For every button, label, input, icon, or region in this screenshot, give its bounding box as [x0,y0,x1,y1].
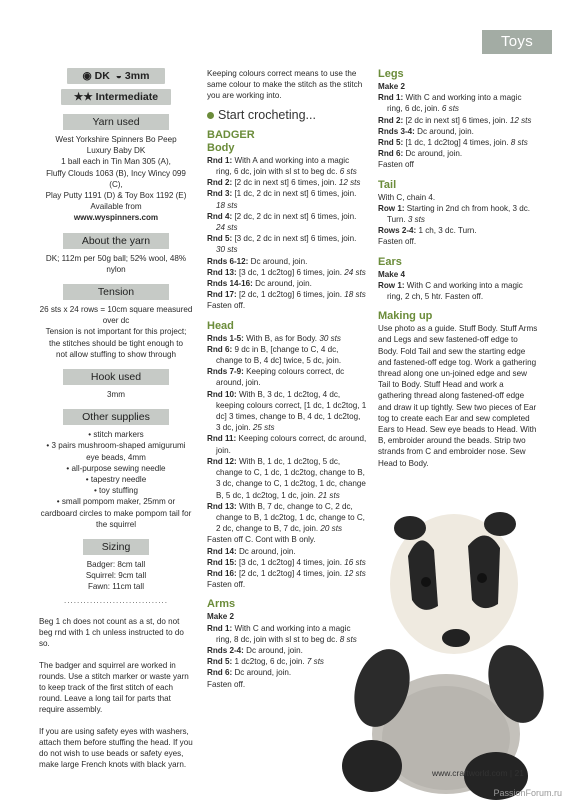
yarn-line: Fluffy Clouds 1063 (B), Incy Wincy 099 (C), [46,168,186,189]
stitch-count: 18 sts [216,200,238,210]
note-paragraph: If you are using safety eyes with washers, attach them before stuffing the head. If you do not wish to use beads or safety eyes, make large French knots with black yarn. [39,726,193,770]
row-label: Rnd 6: [378,149,406,159]
supply-item: • tapestry needle [39,474,193,485]
making-up-text: Use photo as a guide. Stuff Body. Stuff Arms and Legs and sew fastened-off edge to Body. Fold Tail and sew the starting edge and fastened-off edge tog. Work a gathering thread along one un-joined edge and sew Tail to Body. Stuff Head and work a gathering thread along fastened-off edge and draw it up tightly. Sew two pieces of Ear tog to create each Ear and sew completed Ears to Head. Sew eye beads to Head. With B, embroider around the beads. Strip two strands from C and embroider nose. Sew Head to Body. [378,324,538,468]
stitch-count: 16 sts [344,557,366,567]
tension-line: over dc [102,316,130,326]
yarn-used-list [39,134,193,224]
legs-rows [378,92,538,159]
stitch-count: 12 sts [338,178,361,188]
row-label: Rnd 4: [207,211,235,221]
pattern-row: Rnd 5: [3 dc, 2 dc in next st] 6 times, join. 30 sts [207,234,357,255]
tension-heading: Tension [63,284,169,300]
row-label: Rnd 1: [207,623,235,633]
stitch-count: 6 sts [339,167,357,177]
size-item: Squirrel: 9cm tall [85,571,147,581]
pattern-row: Rnd 14: Dc around, join. [207,546,296,556]
row-label: Rnd 6: [207,344,235,354]
stitch-count: 12 sts [344,568,366,578]
ears-rows [378,280,538,302]
stitch-count: 7 sts [306,657,324,667]
pattern-row: Rnd 6: Dc around, join. [207,668,292,678]
skill-level: Intermediate [95,91,159,103]
stitch-count: 30 sts [216,245,238,255]
watermark: PassionForum.ru [493,788,562,798]
pattern-row: Rnd 5: [1 dc, 1 dc2tog] 4 times, join. 8 sts [378,138,528,148]
supply-item: • small pompom maker, 25mm or cardboard circles to make pompom tail for the squirrel [39,496,193,530]
hook-size: 3mm [124,70,150,82]
start-crocheting-heading [207,107,367,122]
pattern-column-3 [378,68,538,469]
note-paragraph: Beg 1 ch does not count as a st, do not beg rnd with 1 ch unless instructed to do so. [39,616,184,649]
pattern-row: Row 1: Starting in 2nd ch from hook, 3 dc. Turn. 3 sts [378,203,531,225]
pattern-row: Rnd 11: Keeping colours correct, dc around, join. [207,434,367,455]
pattern-row: Rnd 1: With C and working into a magic ring, 8 dc, join with sl st to beg dc. 8 sts [207,623,357,644]
stitch-count: 24 sts [344,267,366,277]
pattern-row: Rnd 3: [1 dc, 2 dc in next st] 6 times, join. 18 sts [207,189,357,210]
row-label: Rnd 15: [207,557,239,567]
pattern-row: Rnds 14-16: Dc around, join. [207,279,312,289]
yarn-ball-icon: ◉ [82,70,92,82]
pattern-row: Rnd 1: With C and working into a magic ring, 6 dc, join. 6 sts [378,93,522,114]
pattern-row: Rnds 1-5: With B, as for Body. 30 sts [207,333,341,343]
body-rows [207,155,367,301]
pattern-row: Rnd 1: With A and working into a magic ring, 6 dc, join with sl st to beg dc. 6 sts [207,155,357,177]
row-label: Rnd 13: [207,267,239,277]
pattern-row: Rows 2-4: 1 ch, 3 dc. Turn. [378,226,477,236]
row-label: Rnd 2: [378,115,406,125]
divider-dots: ................................ [64,595,168,605]
body-heading: Body [207,141,235,154]
pattern-row: Rnd 17: [2 dc, 1 dc2tog] 6 times, join. 18 sts [207,290,366,300]
arms-end: Fasten off. [207,679,246,689]
arms-make: Make 2 [207,612,234,622]
row-label: Rnds 14-16: [207,279,256,289]
row-label: Rnd 6: [207,668,235,678]
legs-heading: Legs [378,68,404,80]
row-label: Rnd 5: [207,657,235,667]
yarn-used-heading: Yarn used [63,114,169,130]
row-label: Rnds 3-4: [378,126,418,136]
tension-text [39,304,193,360]
note-paragraph: The badger and squirrel are worked in rounds. Use a stitch marker or waste yarn to keep track of the first stitch of each round. Leave a long tail for parts that require assembly. [39,660,189,715]
pattern-row: Rnd 5: 1 dc2tog, 6 dc, join. 7 sts [207,657,324,667]
stitch-count: 21 sts [318,490,340,500]
pattern-row: Rnds 3-4: Dc around, join. [378,126,474,136]
skill-level-badge [61,89,171,105]
row-label: Rnd 10: [207,389,239,399]
stitch-count: 25 sts [252,423,275,433]
row-label: Rnds 2-4: [207,645,247,655]
tail-intro: With C, chain 4. [378,192,436,202]
hook-icon: ◒ [115,70,122,82]
tension-line: not allow stuffing to show through [56,349,176,359]
stitch-count: 6 sts [441,104,459,114]
size-item: Fawn: 11cm tall [87,582,145,592]
hook-used-text: 3mm [107,390,125,400]
making-up-heading: Making up [378,310,433,323]
stitch-count: 8 sts [510,138,528,148]
size-item: Badger: 8cm tall [86,560,146,570]
pattern-row: Rnd 10: With B, 3 dc, 1 dc2tog, 4 dc, keeping colours correct, [1 dc, 1 dc2tog, 1 dc] 3 times, change to B, 4 dc, 1 dc2tog, 3 dc, join. 25 sts [207,389,367,433]
head-note: Fasten off C. Cont with B only. [207,535,316,545]
info-column [39,68,193,770]
pattern-row: Rnd 6: Dc around, join. [378,149,463,159]
row-label: Rnd 5: [378,138,406,148]
row-label: Row 1: [378,203,407,213]
other-supplies-heading: Other supplies [63,409,169,425]
pattern-row: Rnds 7-9: Keeping colours correct, dc around, join. [207,367,345,388]
yarn-line: 1 ball each in Tin Man 305 (A), [61,157,171,167]
tail-end: Fasten off. [378,237,417,247]
stitch-count: 20 sts [320,524,342,534]
ears-heading: Ears [378,255,402,268]
row-label: Rows 2-4: [378,226,419,236]
tension-line: the stitches should be tight enough to [48,338,184,348]
stitch-count: 30 sts [319,333,341,343]
supply-item: • toy stuffing [39,485,193,496]
yarn-line: Luxury Baby DK [86,146,146,156]
stitch-count: 18 sts [344,290,366,300]
yarn-website-link[interactable]: www.wyspinners.com [73,213,159,223]
arms-heading: Arms [207,598,236,611]
stitch-count: 8 sts [339,634,357,644]
supply-item: • stitch markers [39,429,193,440]
row-label: Rnd 11: [207,434,239,444]
pattern-row: Rnd 12: With B, 1 dc, 1 dc2tog, 5 dc, change to C, 1 dc, 1 dc2tog, change to B, 3 dc, change to C, 1 dc2tog, 1 dc, change B, 5 dc, 1 dc2tog, 1 dc, join. 21 sts [207,456,366,500]
ears-make: Make 4 [378,269,405,279]
pattern-row: Rnd 2: [2 dc in next st] 6 times, join. 12 sts [378,115,532,125]
star-icons: ★★ [73,91,93,103]
yarn-line: West Yorkshire Spinners Bo Peep [55,135,177,144]
row-label: Row 1: [378,280,407,290]
row-label: Rnd 1: [207,155,235,165]
page-footer: www.craftworld.com | 21 [432,768,524,778]
row-label: Rnd 12: [207,456,239,466]
pattern-row: Rnds 2-4: Dc around, join. [207,645,303,655]
tension-line: Tension is not important for this project; [45,327,187,337]
row-label: Rnd 14: [207,546,239,556]
pattern-row: Rnds 6-12: Dc around, join. [207,256,308,266]
section-tab: Toys [482,30,552,54]
intro-text: Keeping colours correct means to use the same colour to make the stitch as the stitch you are working into. [207,69,363,101]
badger-heading: BADGER [207,128,255,141]
yarn-weight: DK [94,70,110,82]
about-yarn-heading: About the yarn [63,233,169,249]
row-label: Rnd 2: [207,178,235,188]
row-label: Rnd 13: [207,501,239,511]
legs-make: Make 2 [378,82,405,91]
pattern-row: Rnd 2: [2 dc in next st] 6 times, join. 12 sts [207,178,361,188]
legs-end: Fasten off [378,160,414,170]
pattern-row: Row 1: With C and working into a magic ring, 2 ch, 5 htr. Fasten off. [378,280,523,302]
pattern-row: Rnd 4: [2 dc, 2 dc in next st] 6 times, join. 24 sts [207,211,357,233]
row-label: Rnd 1: [378,93,406,103]
row-label: Rnds 6-12: [207,256,251,266]
row-label: Rnd 3: [207,189,235,199]
row-label: Rnd 16: [207,568,239,578]
stitch-count: 3 sts [407,215,425,225]
pattern-row: Rnd 13: With B, 7 dc, change to C, 2 dc, change to B, 1 dc2tog, 1 dc, change to C, 2 dc, change to B, 7 dc, join. 20 sts [207,501,365,534]
supplies-list [39,429,193,530]
sizing-heading: Sizing [83,539,149,555]
supply-item: • 3 pairs mushroom-shaped amigurumi eye beads, 4mm [39,440,193,462]
yarn-line: Available from [90,202,142,212]
head-end: Fasten off. [207,580,246,590]
body-end: Fasten off. [207,301,246,311]
about-yarn-text: DK; 112m per 50g ball; 52% wool, 48% nylon [45,253,187,274]
pattern-row: Rnd 16: [2 dc, 1 dc2tog] 4 times, join. 12 sts [207,568,366,578]
hook-used-heading: Hook used [63,369,169,385]
stitch-count: 24 sts [216,223,238,233]
pattern-row: Rnd 6: 9 dc in B, [change to C, 4 dc, change to B, 4 dc] twice, 5 dc, join. [207,344,342,366]
badger-toy-photo [330,488,566,800]
row-label: Rnds 7-9: [207,367,247,377]
pattern-row: Rnd 15: [3 dc, 1 dc2tog] 4 times, join. 16 sts [207,557,366,567]
yarn-weight-hook-badge [67,68,165,84]
supply-item: • all-purpose sewing needle [39,463,193,474]
sizing-list [39,559,193,593]
tail-heading: Tail [378,178,397,191]
tension-line: 26 sts x 24 rows = 10cm square measured [39,305,193,315]
row-label: Rnds 1-5: [207,333,247,343]
bullet-dot-icon [207,112,214,119]
yarn-line: Play Putty 1191 (D) & Toy Box 1192 (E) [45,191,187,201]
row-label: Rnd 17: [207,290,239,300]
pattern-row: Rnd 13: [3 dc, 1 dc2tog] 6 times, join. 24 sts [207,267,366,277]
stitch-count: 12 sts [509,115,532,125]
head-heading: Head [207,319,234,332]
tail-rows [378,203,538,237]
start-label: Start crocheting... [218,107,316,122]
row-label: Rnd 5: [207,234,235,244]
